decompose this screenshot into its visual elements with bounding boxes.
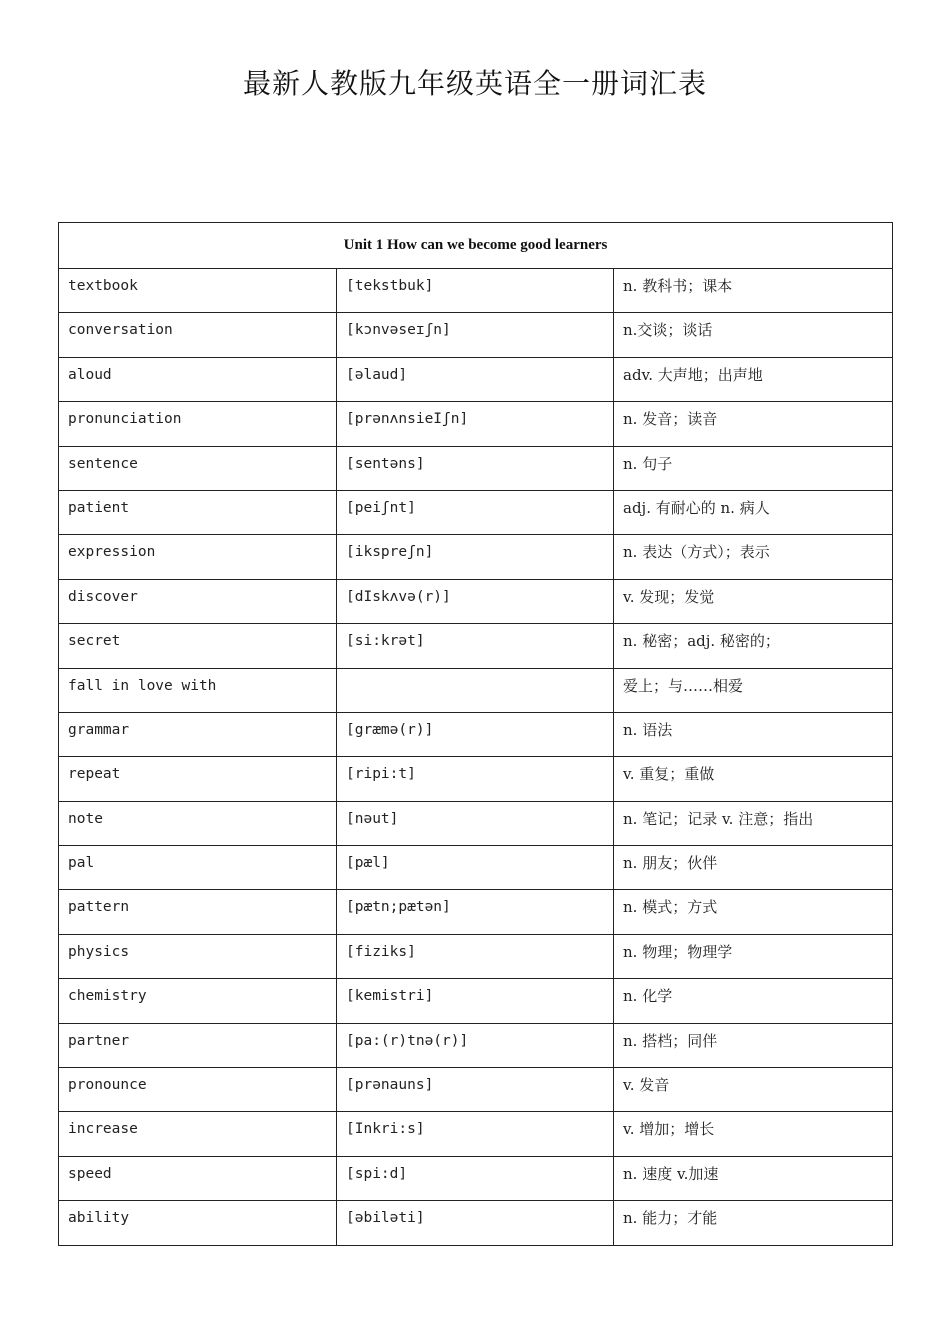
meaning-cell-text: n. 化学	[623, 987, 673, 1006]
meaning-cell	[614, 890, 893, 934]
table-row	[59, 1023, 893, 1067]
table-row	[59, 402, 893, 446]
unit-header-row	[59, 223, 893, 269]
meaning-cell	[614, 1068, 893, 1112]
phonetic-cell-text: [sentəns]	[346, 455, 425, 472]
meaning-cell-text: n. 发音；读音	[623, 410, 718, 429]
meaning-cell	[614, 402, 893, 446]
word-cell-text: note	[68, 810, 103, 827]
meaning-cell-text: adj. 有耐心的 n. 病人	[623, 498, 770, 517]
meaning-cell-text: n. 速度 v.加速	[623, 1164, 719, 1183]
word-cell-text: textbook	[68, 278, 138, 294]
table-row	[59, 801, 893, 845]
phonetic-cell	[337, 1156, 614, 1200]
word-cell-text: grammar	[68, 721, 130, 738]
vocabulary-table	[58, 222, 893, 1246]
phonetic-cell-text: [dIskʌvə(r)]	[346, 588, 451, 605]
vocabulary-table-body	[59, 223, 893, 1246]
word-cell-text: speed	[68, 1165, 112, 1182]
word-cell	[59, 1112, 337, 1156]
meaning-cell-text: n. 秘密；adj. 秘密的；	[623, 632, 780, 651]
page-title: 最新人教版九年级英语全一册词汇表	[242, 67, 707, 100]
meaning-cell	[614, 979, 893, 1023]
phonetic-cell	[337, 979, 614, 1023]
table-row	[59, 668, 893, 712]
meaning-cell-text: v. 发现；发觉	[623, 587, 715, 606]
word-cell-text: physics	[68, 943, 130, 960]
phonetic-cell	[337, 402, 614, 446]
phonetic-cell-text: [ikspreʃn]	[346, 544, 434, 561]
meaning-cell-text: v. 发音	[623, 1076, 670, 1095]
meaning-cell	[614, 934, 893, 978]
phonetic-cell	[337, 890, 614, 934]
phonetic-cell-text: [kɔnvəseɪʃn]	[346, 322, 451, 339]
table-row	[59, 934, 893, 978]
meaning-cell	[614, 624, 893, 668]
table-row	[59, 890, 893, 934]
phonetic-cell-text: [əlaud]	[346, 366, 408, 383]
word-cell-text: aloud	[68, 366, 112, 383]
unit-heading: Unit 1 How can we become good learners	[59, 223, 893, 269]
meaning-cell-text: n. 教科书；课本	[623, 277, 733, 295]
meaning-cell	[614, 1156, 893, 1200]
word-cell	[59, 890, 337, 934]
table-row	[59, 490, 893, 534]
phonetic-cell-text: [fiziks]	[346, 943, 416, 960]
phonetic-cell-text: [pa:(r)tnə(r)]	[346, 1032, 469, 1049]
table-row	[59, 1112, 893, 1156]
table-row	[59, 846, 893, 890]
table-row	[59, 579, 893, 623]
phonetic-cell	[337, 846, 614, 890]
meaning-cell-text: 爱上；与……相爱	[623, 676, 744, 695]
table-row	[59, 446, 893, 490]
word-cell	[59, 624, 337, 668]
phonetic-cell	[337, 624, 614, 668]
meaning-cell-text: n. 笔记；记录 v. 注意；指出	[623, 809, 814, 828]
word-cell	[59, 269, 337, 313]
meaning-cell	[614, 668, 893, 712]
word-cell	[59, 757, 337, 801]
meaning-cell-text: n.交谈；谈话	[623, 321, 713, 340]
word-cell-text: expression	[68, 544, 156, 561]
phonetic-cell-text: [kemistri]	[346, 988, 434, 1005]
phonetic-cell-text	[346, 669, 613, 676]
word-cell	[59, 934, 337, 978]
meaning-cell-text: n. 朋友；伙伴	[623, 854, 718, 873]
phonetic-cell-text: [prənauns]	[346, 1077, 434, 1094]
phonetic-cell-text: [əbiləti]	[346, 1210, 425, 1227]
word-cell-text: pal	[68, 855, 95, 872]
word-cell-text: fall in love with	[68, 677, 217, 694]
table-row	[59, 313, 893, 357]
meaning-cell	[614, 357, 893, 401]
phonetic-cell	[337, 490, 614, 534]
phonetic-cell-text: [Inkri:s]	[346, 1121, 425, 1138]
phonetic-cell	[337, 801, 614, 845]
word-cell	[59, 1023, 337, 1067]
meaning-cell	[614, 490, 893, 534]
phonetic-cell-text: [pæl]	[346, 855, 390, 872]
phonetic-cell	[337, 446, 614, 490]
meaning-cell-text: v. 增加；增长	[623, 1120, 715, 1139]
word-cell-text: pronounce	[68, 1077, 147, 1094]
phonetic-cell	[337, 1201, 614, 1245]
word-cell	[59, 1156, 337, 1200]
meaning-cell-text: n. 模式；方式	[623, 898, 718, 917]
phonetic-cell	[337, 269, 614, 313]
meaning-cell	[614, 1201, 893, 1245]
table-row	[59, 712, 893, 756]
meaning-cell-text: n. 表达（方式）；表示	[623, 543, 770, 562]
meaning-cell-text: n. 搭档；同伴	[623, 1031, 718, 1050]
word-cell	[59, 801, 337, 845]
word-cell	[59, 712, 337, 756]
meaning-cell-text: adv. 大声地；出声地	[623, 365, 763, 384]
phonetic-cell-text: [ripi:t]	[346, 766, 416, 783]
phonetic-cell	[337, 934, 614, 978]
word-cell	[59, 535, 337, 579]
table-row	[59, 1156, 893, 1200]
phonetic-cell	[337, 757, 614, 801]
meaning-cell-text: n. 物理；物理学	[623, 942, 733, 961]
table-row	[59, 269, 893, 313]
phonetic-cell	[337, 535, 614, 579]
meaning-cell-text: n. 句子	[623, 454, 673, 473]
table-row	[59, 1201, 893, 1245]
meaning-cell	[614, 757, 893, 801]
phonetic-cell	[337, 1112, 614, 1156]
word-cell	[59, 979, 337, 1023]
phonetic-cell	[337, 1023, 614, 1067]
word-cell-text: ability	[68, 1210, 130, 1227]
word-cell	[59, 1068, 337, 1112]
word-cell-text: pattern	[68, 899, 130, 916]
phonetic-cell	[337, 712, 614, 756]
word-cell	[59, 402, 337, 446]
word-cell-text: discover	[68, 588, 138, 605]
phonetic-cell-text: [pætn;pætən]	[346, 899, 451, 916]
word-cell-text: pronunciation	[68, 411, 182, 428]
meaning-cell	[614, 712, 893, 756]
phonetic-cell	[337, 357, 614, 401]
table-row	[59, 624, 893, 668]
table-row	[59, 357, 893, 401]
table-row	[59, 1068, 893, 1112]
table-row	[59, 979, 893, 1023]
word-cell-text: partner	[68, 1032, 130, 1049]
meaning-cell-text: n. 能力；才能	[623, 1209, 718, 1228]
phonetic-cell	[337, 579, 614, 623]
meaning-cell	[614, 1023, 893, 1067]
phonetic-cell-text: [tekstbuk]	[346, 278, 434, 294]
word-cell	[59, 846, 337, 890]
phonetic-cell-text: [græmə(r)]	[346, 721, 434, 738]
word-cell-text: increase	[68, 1121, 138, 1138]
word-cell-text: conversation	[68, 322, 173, 339]
meaning-cell	[614, 535, 893, 579]
word-cell-text: sentence	[68, 455, 138, 472]
phonetic-cell-text: [nəut]	[346, 810, 399, 827]
meaning-cell	[614, 269, 893, 313]
phonetic-cell-text: [prənʌnsieIʃn]	[346, 411, 469, 428]
meaning-cell-text: n. 语法	[623, 720, 673, 739]
word-cell	[59, 446, 337, 490]
meaning-cell	[614, 846, 893, 890]
phonetic-cell	[337, 313, 614, 357]
word-cell	[59, 668, 337, 712]
word-cell	[59, 1201, 337, 1245]
table-row	[59, 757, 893, 801]
phonetic-cell	[337, 668, 614, 712]
meaning-cell-text: v. 重复；重做	[623, 765, 715, 784]
word-cell	[59, 579, 337, 623]
word-cell-text: patient	[68, 499, 130, 516]
word-cell	[59, 313, 337, 357]
phonetic-cell-text: [si:krət]	[346, 633, 425, 650]
phonetic-cell-text: [peiʃnt]	[346, 499, 416, 516]
table-row	[59, 535, 893, 579]
word-cell-text: repeat	[68, 766, 121, 783]
meaning-cell	[614, 579, 893, 623]
meaning-cell	[614, 801, 893, 845]
phonetic-cell	[337, 1068, 614, 1112]
meaning-cell	[614, 446, 893, 490]
word-cell-text: secret	[68, 633, 121, 650]
meaning-cell	[614, 1112, 893, 1156]
word-cell	[59, 490, 337, 534]
word-cell	[59, 357, 337, 401]
phonetic-cell-text: [spi:d]	[346, 1165, 408, 1182]
meaning-cell	[614, 313, 893, 357]
word-cell-text: chemistry	[68, 988, 147, 1005]
